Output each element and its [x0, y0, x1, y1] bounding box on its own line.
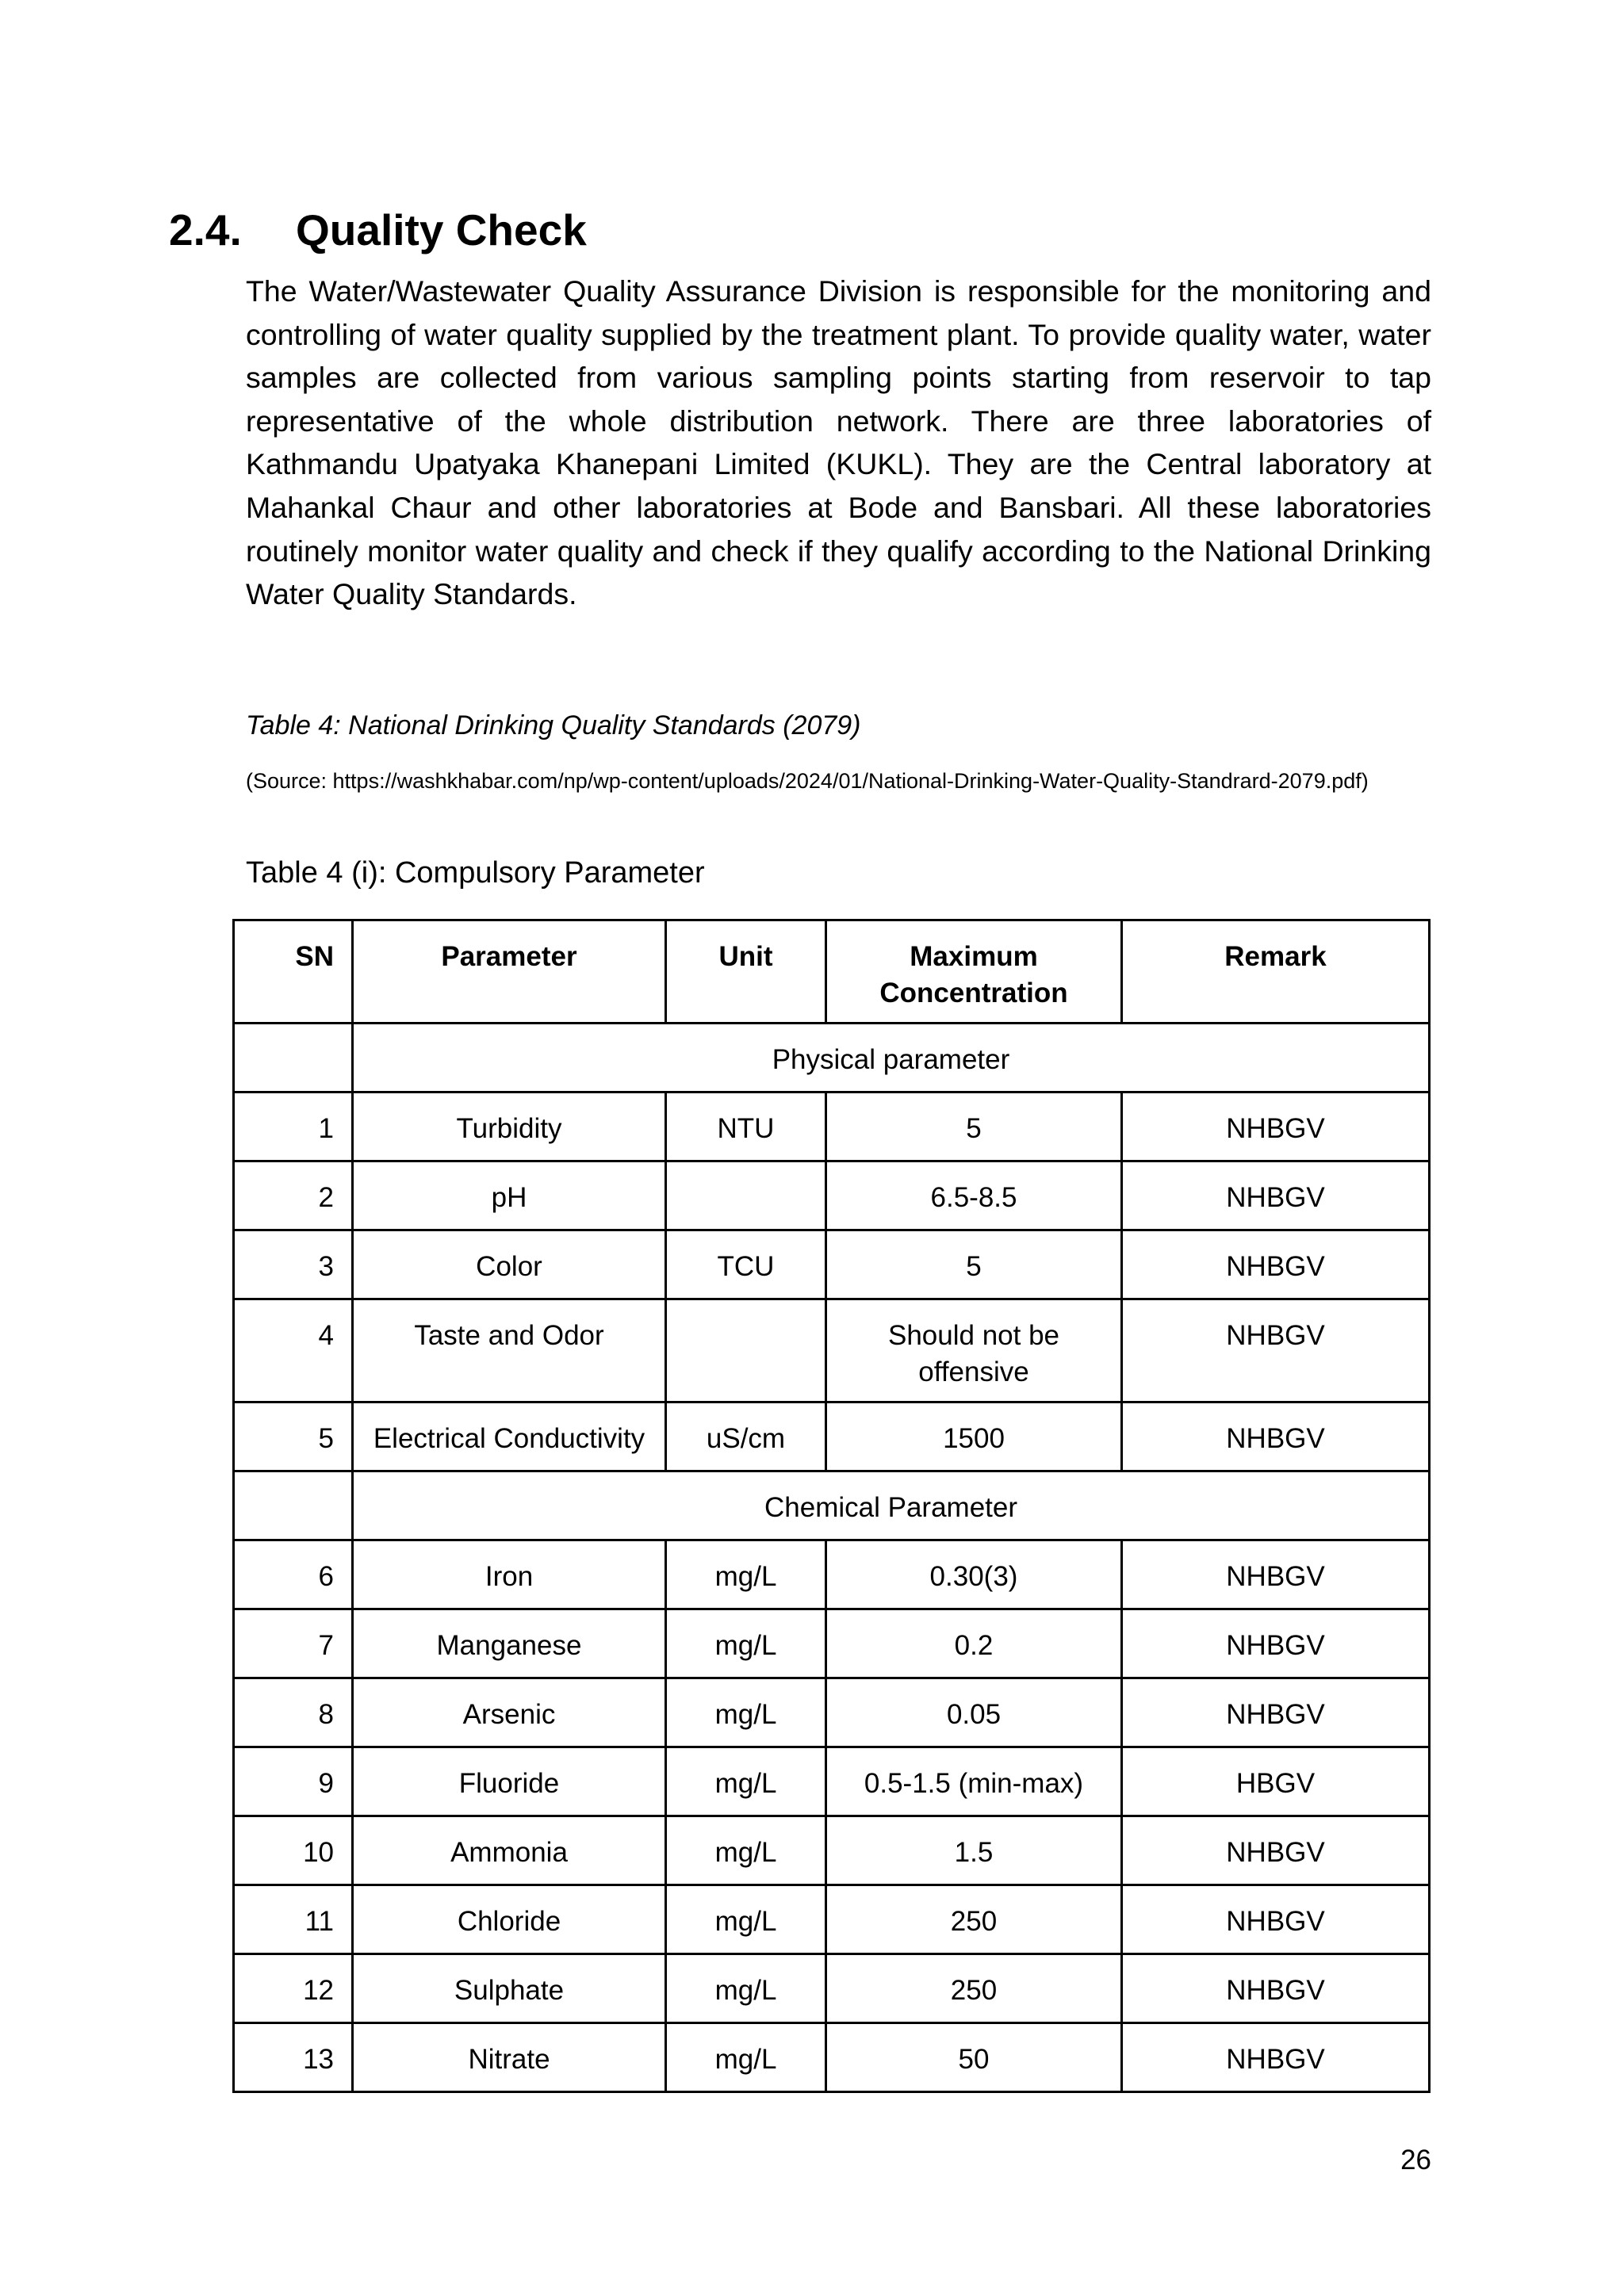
body-paragraph: The Water/Wastewater Quality Assurance Division is responsible for the monitoring and controlling of water quality supplied by the treatment plant. To provide quality water, water samples are collected from various sampling points starting from reservoir to tap representative of the whole distribution network. There are three laboratories of Kathmandu Upatyaka Khanepani Limited (KUKL). They are the Central laboratory at Mahankal Chaur and other laboratories at Bode and Bansbari. All these laboratories routinely monitor water quality and check if they qualify according to the National Drinking Water Quality Standards.: [246, 274, 1431, 611]
section-title: Quality Check: [296, 205, 587, 254]
cell-parameter: Arsenic: [353, 1678, 666, 1747]
cell-unit: NTU: [666, 1093, 826, 1161]
cell-remark: NHBGV: [1122, 1816, 1430, 1885]
cell-unit: uS/cm: [666, 1402, 826, 1471]
table-row: [234, 1540, 1430, 1609]
table-row: [234, 1093, 1430, 1161]
cell-max: 250: [826, 1954, 1122, 2023]
cell-max: 5: [826, 1093, 1122, 1161]
cell-sn: 8: [234, 1678, 353, 1747]
table-row: [234, 1954, 1430, 2023]
group-empty-cell: [234, 1471, 353, 1540]
cell-parameter: Nitrate: [353, 2023, 666, 2092]
group-row-physical: [234, 1024, 1430, 1093]
cell-remark: NHBGV: [1122, 1402, 1430, 1471]
header-max-concentration: Maximum Concentration: [826, 920, 1122, 1024]
cell-unit: mg/L: [666, 1816, 826, 1885]
table-row: [234, 1161, 1430, 1230]
cell-sn: 4: [234, 1299, 353, 1402]
cell-sn: 9: [234, 1747, 353, 1816]
cell-max: 1500: [826, 1402, 1122, 1471]
cell-sn: 10: [234, 1816, 353, 1885]
cell-parameter: Color: [353, 1230, 666, 1299]
group-empty-cell: [234, 1024, 353, 1093]
cell-unit: mg/L: [666, 1954, 826, 2023]
cell-sn: 11: [234, 1885, 353, 1954]
cell-max: 0.5-1.5 (min-max): [826, 1747, 1122, 1816]
cell-max: 1.5: [826, 1816, 1122, 1885]
cell-max: 5: [826, 1230, 1122, 1299]
cell-parameter: Turbidity: [353, 1093, 666, 1161]
header-remark: Remark: [1122, 920, 1430, 1024]
cell-remark: NHBGV: [1122, 1954, 1430, 2023]
table-row: [234, 2023, 1430, 2092]
cell-remark: NHBGV: [1122, 1678, 1430, 1747]
cell-sn: 13: [234, 2023, 353, 2092]
cell-remark: HBGV: [1122, 1747, 1430, 1816]
cell-sn: 3: [234, 1230, 353, 1299]
header-sn: SN: [234, 920, 353, 1024]
table-row: [234, 1230, 1430, 1299]
cell-parameter: pH: [353, 1161, 666, 1230]
cell-unit: mg/L: [666, 1678, 826, 1747]
cell-remark: NHBGV: [1122, 1230, 1430, 1299]
section-heading: [169, 198, 587, 262]
table-row: [234, 1747, 1430, 1816]
cell-unit: mg/L: [666, 1747, 826, 1816]
table-row: [234, 1299, 1430, 1402]
cell-unit: mg/L: [666, 1540, 826, 1609]
cell-remark: NHBGV: [1122, 1609, 1430, 1678]
cell-parameter: Taste and Odor: [353, 1299, 666, 1402]
table-row: [234, 1816, 1430, 1885]
group-row-chemical: [234, 1471, 1430, 1540]
cell-unit: mg/L: [666, 2023, 826, 2092]
table-row: [234, 1609, 1430, 1678]
cell-remark: NHBGV: [1122, 1299, 1430, 1402]
subtable-caption: Table 4 (i): Compulsory Parameter: [246, 856, 705, 890]
cell-unit: [666, 1161, 826, 1230]
cell-parameter: Chloride: [353, 1885, 666, 1954]
cell-remark: NHBGV: [1122, 2023, 1430, 2092]
cell-sn: 5: [234, 1402, 353, 1471]
cell-sn: 7: [234, 1609, 353, 1678]
table-header-row: [234, 920, 1430, 1024]
cell-max: 50: [826, 2023, 1122, 2092]
cell-parameter: Iron: [353, 1540, 666, 1609]
cell-unit: mg/L: [666, 1885, 826, 1954]
cell-parameter: Fluoride: [353, 1747, 666, 1816]
cell-sn: 12: [234, 1954, 353, 2023]
cell-max: 6.5-8.5: [826, 1161, 1122, 1230]
standards-table: [232, 919, 1431, 2093]
cell-parameter: Ammonia: [353, 1816, 666, 1885]
cell-remark: NHBGV: [1122, 1161, 1430, 1230]
page-number: 26: [1400, 2145, 1431, 2175]
table-row: [234, 1678, 1430, 1747]
table-row: [234, 1402, 1430, 1471]
cell-remark: NHBGV: [1122, 1540, 1430, 1609]
source-note: (Source: https://washkhabar.com/np/wp-content/uploads/2024/01/National-Drinking-Water-Quality-Standrard-2079.pdf): [246, 769, 1369, 793]
cell-remark: NHBGV: [1122, 1885, 1430, 1954]
cell-unit: mg/L: [666, 1609, 826, 1678]
header-parameter: Parameter: [353, 920, 666, 1024]
cell-parameter: Electrical Conductivity: [353, 1402, 666, 1471]
cell-parameter: Manganese: [353, 1609, 666, 1678]
cell-max: 0.2: [826, 1609, 1122, 1678]
group-label-chemical: Chemical Parameter: [353, 1471, 1430, 1540]
header-unit: Unit: [666, 920, 826, 1024]
cell-remark: NHBGV: [1122, 1093, 1430, 1161]
cell-max: 250: [826, 1885, 1122, 1954]
group-label-physical: Physical parameter: [353, 1024, 1430, 1093]
cell-sn: 2: [234, 1161, 353, 1230]
cell-max: Should not be offensive: [826, 1299, 1122, 1402]
cell-max: 0.30(3): [826, 1540, 1122, 1609]
table-row: [234, 1885, 1430, 1954]
cell-sn: 1: [234, 1093, 353, 1161]
cell-parameter: Sulphate: [353, 1954, 666, 2023]
table-caption: Table 4: National Drinking Quality Standards (2079): [246, 710, 861, 740]
cell-unit: [666, 1299, 826, 1402]
section-number: 2.4.: [169, 205, 242, 254]
cell-sn: 6: [234, 1540, 353, 1609]
cell-max: 0.05: [826, 1678, 1122, 1747]
cell-unit: TCU: [666, 1230, 826, 1299]
